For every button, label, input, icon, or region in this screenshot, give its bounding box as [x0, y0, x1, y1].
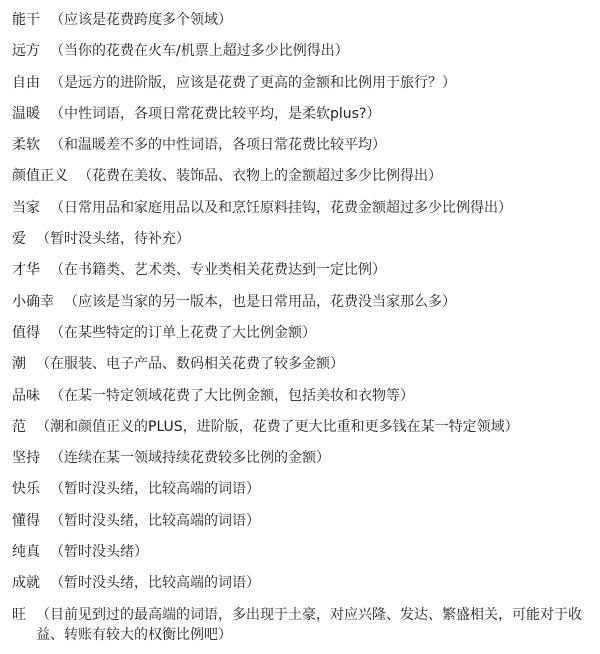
entry-description: （暂时没头绪） [50, 544, 148, 561]
entry-yanzhi-zhengyi [12, 166, 586, 186]
entry-description: （潮和颜值正义的PLUS，进阶版，花费了更大比重和更多钱在某一特定领域） [36, 418, 519, 435]
entry-xiaoquexing [12, 292, 586, 312]
entry-description: （是远方的进阶版，应该是花费了更高的金额和比例用于旅行？） [50, 74, 456, 91]
entry-description: （暂时没头绪，比较高端的词语） [50, 481, 260, 498]
entry-description: （和温暖差不多的中性词语，各项日常花费比较平均） [50, 137, 386, 154]
entry-term: 颜值正义 [12, 168, 68, 185]
entry-wennuan [12, 104, 586, 124]
entry-chunzhen [12, 542, 586, 562]
entry-caihua [12, 260, 586, 280]
entry-term: 快乐 [12, 481, 40, 498]
entry-description: （在某一特定领域花费了大比例金额，包括美妆和衣物等） [50, 387, 414, 404]
entry-term: 能干 [12, 12, 40, 28]
entry-term: 爱 [12, 231, 26, 248]
entry-pinwei [12, 386, 586, 406]
entry-description: （目前见到过的最高端的词语，多出现于土豪，对应兴隆、发达、繁盛相关，可能对于收益、转账有较大的权衡比例吧） [36, 606, 582, 643]
entry-ai [12, 229, 586, 249]
entry-dangjia [12, 198, 586, 218]
entry-kuaile [12, 479, 586, 499]
entry-description: （中性词语，各项日常花费比较平均，是柔软plus?） [50, 105, 381, 122]
entry-term: 值得 [12, 324, 40, 341]
entry-description: （应该是花费跨度多个领域） [50, 12, 232, 28]
entry-term: 小确幸 [12, 293, 54, 310]
entry-term: 柔软 [12, 137, 40, 154]
entry-yuanfang [12, 41, 586, 61]
entry-term: 品味 [12, 387, 40, 404]
entry-term: 远方 [12, 43, 40, 60]
entry-description: （应该是当家的另一版本，也是日常用品，花费没当家那么多） [64, 293, 456, 310]
entry-term: 范 [12, 418, 26, 435]
entry-chao [12, 354, 586, 374]
entry-dongde [12, 511, 586, 531]
entry-term: 自由 [12, 74, 40, 91]
entry-description: （暂时没头绪，比较高端的词语） [50, 512, 260, 529]
entry-fan [12, 417, 586, 437]
entry-description: （暂时没头绪，比较高端的词语） [50, 575, 260, 592]
entry-description: （在书籍类、艺术类、专业类相关花费达到一定比例） [50, 262, 386, 279]
entry-description: （当你的花费在火车/机票上超过多少比例得出） [50, 43, 349, 60]
entry-description: （日常用品和家庭用品以及和烹饪原料挂钩，花费金额超过多少比例得出） [50, 199, 512, 216]
entry-term: 潮 [12, 356, 26, 373]
entry-term: 纯真 [12, 544, 40, 561]
entry-term: 坚持 [12, 450, 40, 467]
entry-jianchi [12, 448, 586, 468]
entry-term: 当家 [12, 199, 40, 216]
entry-description: （暂时没头绪，待补充） [36, 231, 190, 248]
entry-description: （连续在某一领域持续花费较多比例的金额） [50, 450, 330, 467]
entry-term: 旺 [12, 606, 26, 623]
entry-term: 才华 [12, 262, 40, 279]
entry-term: 懂得 [12, 512, 40, 529]
entry-description: （在某些特定的订单上花费了大比例金额） [50, 324, 316, 341]
entry-wang [12, 605, 586, 645]
entry-nenggan [12, 10, 586, 30]
entry-term: 成就 [12, 575, 40, 592]
entry-term: 温暖 [12, 105, 40, 122]
entry-chengjiu [12, 573, 586, 593]
entry-ziyou [12, 73, 586, 93]
entry-description: （在服装、电子产品、数码相关花费了较多金额） [36, 356, 344, 373]
entry-rouruan [12, 135, 586, 155]
entry-zhide [12, 323, 586, 343]
entry-description: （花费在美妆、装饰品、衣物上的金额超过多少比例得出） [78, 168, 442, 185]
